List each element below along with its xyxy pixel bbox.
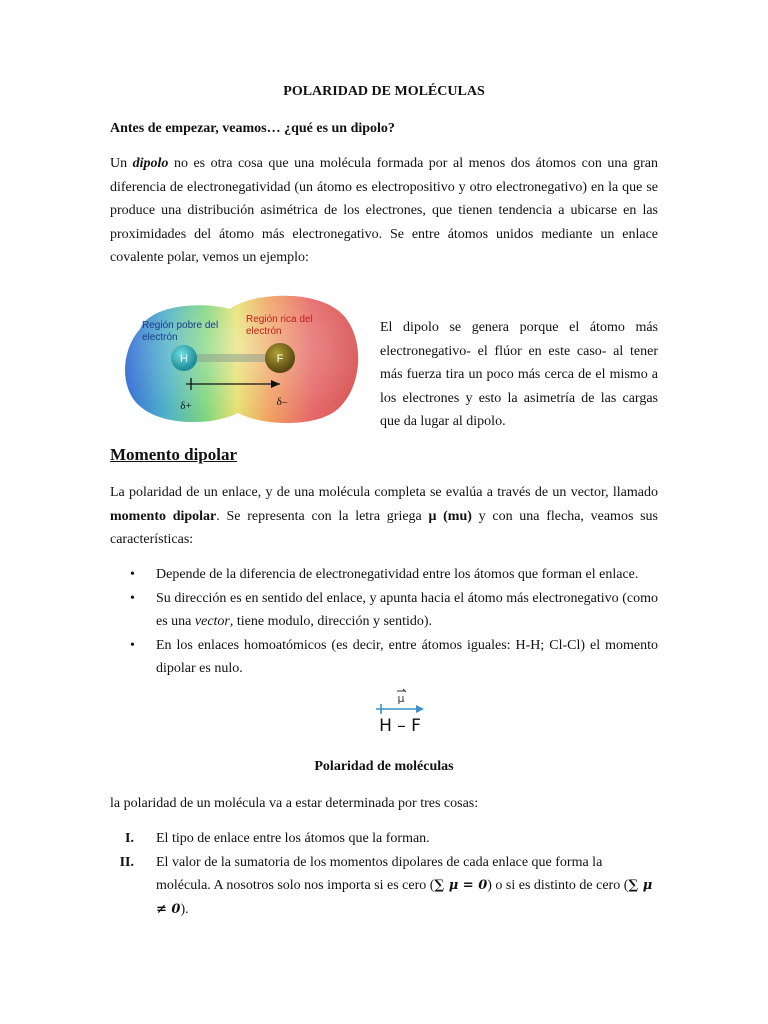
moment-paragraph	[110, 481, 658, 552]
subheading-polaridad: Polaridad de moléculas	[314, 759, 454, 774]
dipole-paragraph	[110, 152, 658, 270]
dipole-prefix: Un	[110, 156, 133, 171]
moment-bold1: momento dipolar	[110, 508, 217, 524]
bullet-icon: •	[130, 567, 135, 582]
factors-list	[110, 827, 658, 921]
document-title: POLARIDAD DE MOLÉCULAS	[283, 84, 485, 99]
moment-bold2: μ (mu)	[428, 508, 472, 524]
poor-region-label-1: Región pobre del	[142, 320, 219, 331]
atom-h-label: H	[180, 353, 188, 365]
dipole-explanation: El dipolo se genera porque el átomo más electronegativo- el flúor en este caso- al tener más fuerza tira un poco más cerca de el mismo a los electrones y esto la asimetría de las cargas que da lugar al dipolo.	[380, 320, 658, 429]
sum-nonzero-formula: ∑ μ ≠ 0	[156, 878, 653, 917]
hf-dipole-diagram	[372, 688, 432, 736]
list-item: • Su dirección es en sentido del enlace, y apunta hacia el átomo más electronegativo (como es una vector, tiene modulo, dirección y sentido).	[110, 587, 658, 634]
characteristics-list	[110, 563, 658, 681]
moment-part1: La polaridad de un enlace, y de una molécula completa se evalúa a través de un vector, llamado	[110, 485, 658, 500]
polarity-paragraph: la polaridad de un molécula va a estar determinada por tres cosas:	[110, 796, 479, 811]
roman-numeral: I.	[125, 831, 134, 846]
moment-part3: y con una flecha, veamos sus características:	[110, 508, 658, 547]
poor-region-label-2: electrón	[142, 332, 178, 343]
rich-region-label-2: electrón	[246, 326, 282, 337]
section-heading-momento-dipolar: Momento dipolar	[110, 445, 238, 464]
intro-heading: Antes de empezar, veamos… ¿qué es un dipolo?	[110, 121, 395, 136]
atom-f-label: F	[276, 353, 284, 365]
roman-numeral: II.	[119, 854, 134, 870]
list-item: • Depende de la diferencia de electronegatividad entre los átomos que forman el enlace.	[110, 563, 658, 587]
moment-part2: . Se representa con la letra griega	[216, 508, 429, 524]
electron-density-figure	[120, 287, 360, 427]
list-item: • En los enlaces homoatómicos (es decir, entre átomos iguales: H-H; Cl-Cl) el momento dipolar es nulo.	[110, 634, 658, 681]
sum-zero-formula: ∑ μ = 0	[434, 878, 488, 893]
delta-minus-label: δ–	[276, 396, 288, 408]
bullet-icon: •	[130, 590, 135, 606]
delta-plus-label: δ+	[180, 400, 192, 412]
rich-region-label-1: Región rica del	[246, 314, 313, 325]
list-item: II. El valor de la sumatoria de los momentos dipolares de cada enlace que forma la molécula. A nosotros solo nos importa si es cero (∑ μ = 0) o si es distinto de cero (∑ μ ≠ 0).	[110, 851, 658, 922]
list-item: I. El tipo de enlace entre los átomos que la forman.	[110, 827, 658, 851]
dipole-text: no es otra cosa que una molécula formada por al menos dos átomos con una gran diferencia de electronegatividad (un átomo es electropositivo y otro electronegativo) en la que se produce una distribución asimétrica de los electrones, que tienen tendencia a ubicarse en las proximidades del átomo más electronegativo. Se entre átomos unidos mediante un enlace covalente polar, vemos un ejemplo:	[110, 156, 658, 265]
dipole-term: dipolo	[132, 156, 169, 171]
mu-label: μ	[397, 692, 405, 705]
bullet-icon: •	[130, 637, 135, 653]
hf-formula: H – F	[379, 716, 421, 736]
